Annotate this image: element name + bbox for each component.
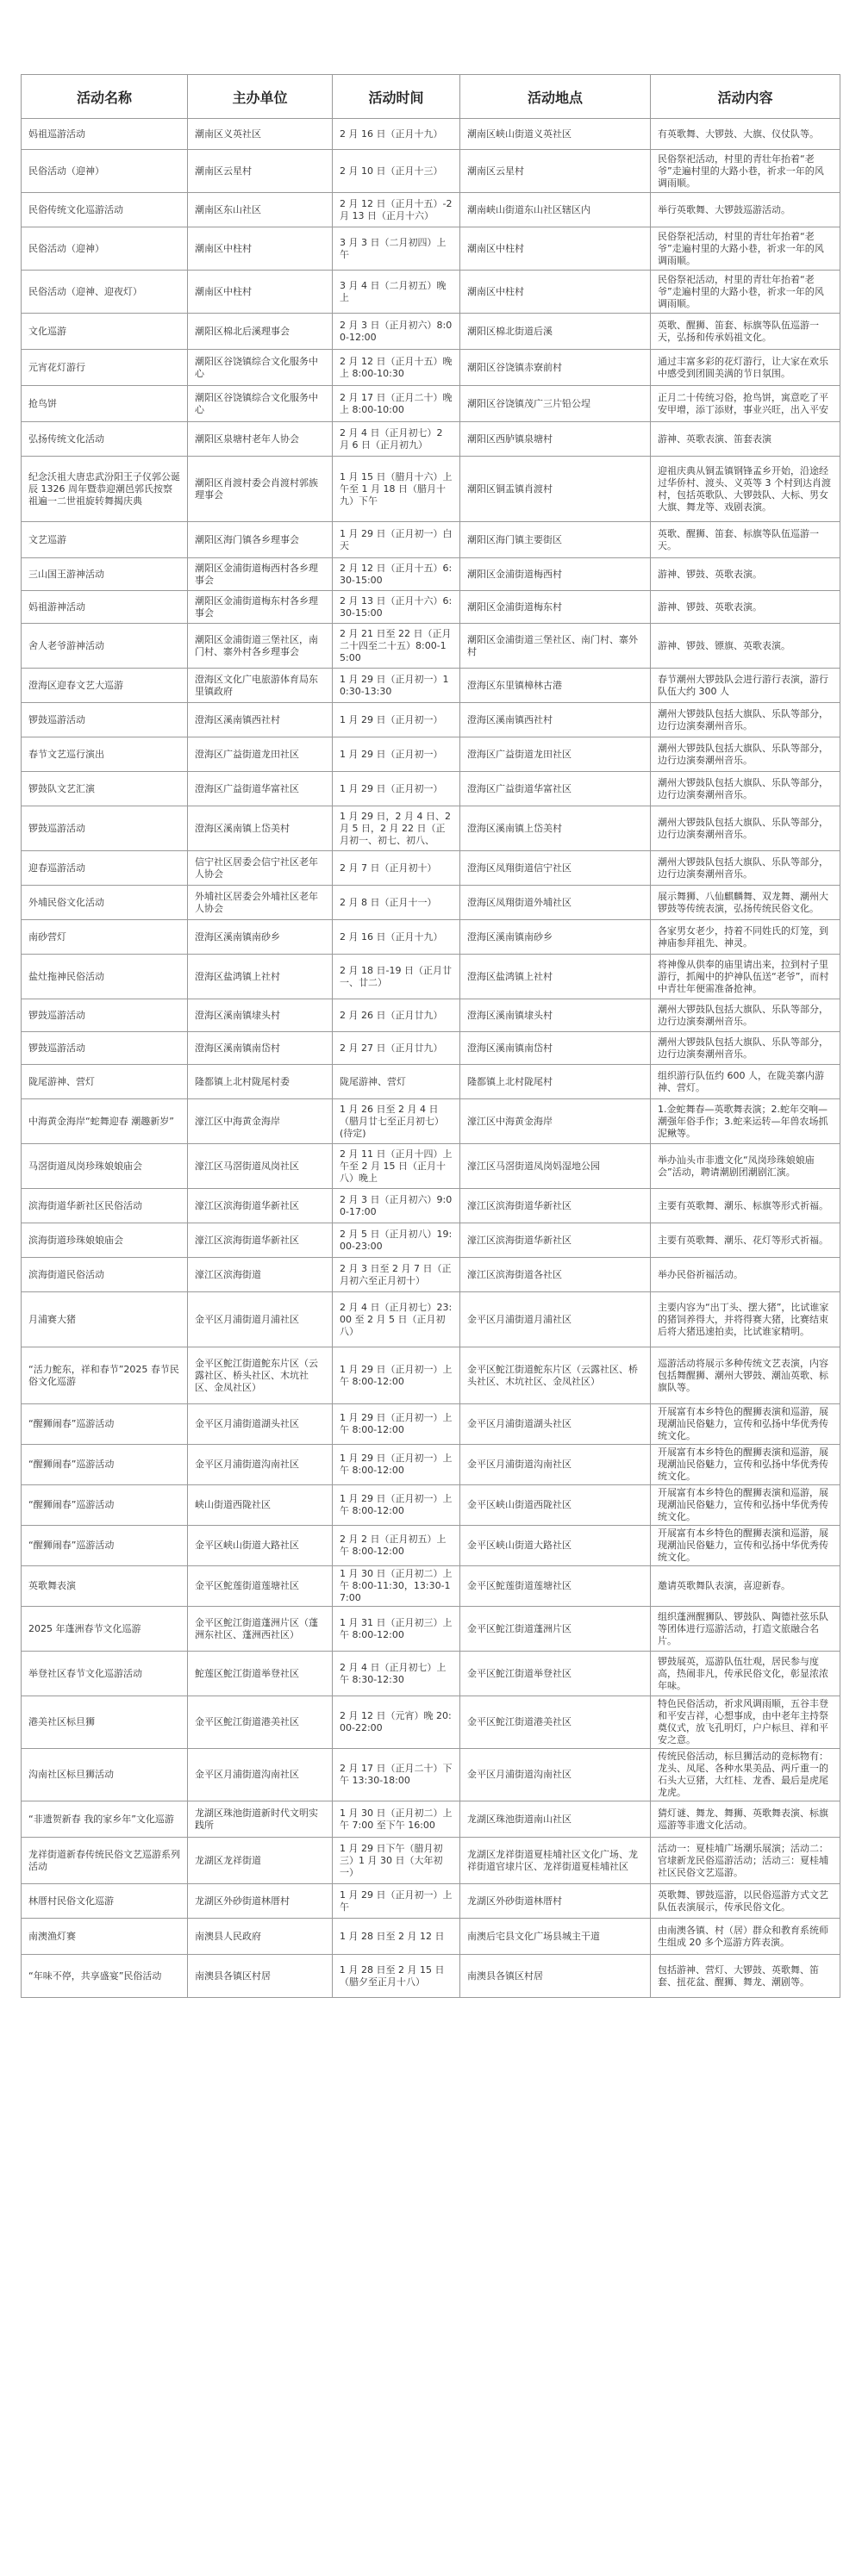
cell-activity-time: 2 月 26 日（正月廿九） <box>333 999 460 1032</box>
cell-activity-location: 潮南峡山街道东山社区辖区内 <box>460 193 651 227</box>
cell-activity-location: 金平区鮀江街道鮀东片区（云露社区、桥头社区、木坑社区、金凤社区） <box>460 1347 651 1404</box>
table-row <box>22 851 840 886</box>
cell-activity-content: 主要内容为“出丁头、摆大猪”，比试谁家的猪饲养得大，并将得赛大猪，比赛结束后将大猪迅速拍卖，比试谁家精明。 <box>651 1292 840 1347</box>
cell-organizer: 金平区鮀莲街道莲塘社区 <box>188 1566 333 1607</box>
cell-activity-location: 澄海区东里镇樟林古港 <box>460 669 651 703</box>
table-row <box>22 1099 840 1144</box>
cell-organizer: 澄海区文化广电旅游体育局东里镇政府 <box>188 669 333 703</box>
table-row <box>22 1801 840 1838</box>
cell-organizer: 潮阳区谷饶镇综合文化服务中心 <box>188 350 333 386</box>
cell-activity-name: 龙祥街道新春传统民俗文艺巡游系列活动 <box>22 1838 188 1884</box>
table-row <box>22 193 840 227</box>
cell-activity-content: 潮州大锣鼓队包括大旗队、乐队等部分，边行边演奏潮州音乐。 <box>651 806 840 851</box>
cell-activity-name: 弘扬传统文化活动 <box>22 422 188 457</box>
cell-organizer: 濠江区滨海街道 <box>188 1258 333 1292</box>
cell-activity-time: 2 月 10 日（正月十三） <box>333 150 460 193</box>
cell-activity-content: 开展富有本乡特色的醒狮表演和巡游，展现潮汕民俗魅力，宣传和弘扬中华优秀传统文化。 <box>651 1445 840 1485</box>
cell-activity-name: 文艺巡游 <box>22 522 188 558</box>
cell-organizer: 龙湖区外砂街道林厝村 <box>188 1884 333 1919</box>
cell-activity-time: 1 月 29 日（正月初一）上午 <box>333 1884 460 1919</box>
cell-activity-content: 迎祖庆典从铜盂镇钢锋孟乡开始，沿途经过华侨村、渡头、义英等 3 个村到达肖渡村，包括英歌队、大锣鼓队、大标、男女大旗、舞龙等、戏剧表演。 <box>651 457 840 522</box>
table-row <box>22 1485 840 1526</box>
cell-activity-name: “活力鮀东，祥和春节”2025 春节民俗文化巡游 <box>22 1347 188 1404</box>
table-row <box>22 1445 840 1485</box>
table-row <box>22 920 840 955</box>
cell-activity-content: 展示舞狮、八仙麒麟舞、双龙舞、潮州大锣鼓等传统表演，弘扬传统民俗文化。 <box>651 886 840 920</box>
cell-activity-time: 1 月 29 日下午（腊月初三）1 月 30 日（大年初一） <box>333 1838 460 1884</box>
cell-activity-content: 民俗祭祀活动，村里的青壮年抬着“老爷”走遍村里的大路小巷，祈求一年的风调雨顺。 <box>651 271 840 314</box>
cell-activity-content: 包括游神、营灯、大锣鼓、英歌舞、笛套、扭花盆、醒狮、舞龙、潮剧等。 <box>651 1955 840 1998</box>
activity-table <box>21 74 840 1998</box>
table-row <box>22 1838 840 1884</box>
cell-organizer: 潮阳区金浦街道三堡社区，南门村、寨外村各乡理事会 <box>188 624 333 669</box>
cell-activity-location: 濠江区马滘街道凤岗妈湿地公园 <box>460 1144 651 1189</box>
cell-activity-time: 2 月 11 日（正月十四）上午至 2 月 15 日（正月十八）晚上 <box>333 1144 460 1189</box>
cell-activity-content: 潮州大锣鼓队包括大旗队、乐队等部分，边行边演奏潮州音乐。 <box>651 999 840 1032</box>
cell-activity-location: 澄海区溪南镇西社村 <box>460 703 651 737</box>
cell-activity-content: 英歌、醒狮、笛套、标旗等队伍巡游一天，弘扬和传承妈祖文化。 <box>651 314 840 350</box>
table-row <box>22 669 840 703</box>
cell-activity-content: 特色民俗活动，祈求风调雨顺，五谷丰登和平安吉祥，心想事成，由中老年主持祭奠仪式，放飞孔明灯，户户标旦、祥和平安之意。 <box>651 1696 840 1749</box>
cell-activity-location: 潮阳区海门镇主要街区 <box>460 522 651 558</box>
cell-activity-location: 金平区鮀江街道举登社区 <box>460 1652 651 1696</box>
cell-activity-location: 澄海区溪南镇南砂乡 <box>460 920 651 955</box>
table-row <box>22 1258 840 1292</box>
cell-activity-time: 2 月 18 日-19 日（正月廿一、廿二） <box>333 955 460 999</box>
table-row <box>22 737 840 772</box>
cell-activity-time: 陇尾游神、营灯 <box>333 1065 460 1099</box>
cell-organizer: 澄海区广益街道龙田社区 <box>188 737 333 772</box>
table-row <box>22 1292 840 1347</box>
table-row <box>22 591 840 624</box>
cell-activity-name: 民俗活动（迎神） <box>22 227 188 271</box>
activity-table-container <box>21 74 840 1998</box>
cell-activity-location: 金平区月浦街道月浦社区 <box>460 1292 651 1347</box>
table-row <box>22 703 840 737</box>
table-row <box>22 806 840 851</box>
cell-activity-content: 活动一：夏桂埔广场潮乐展演；活动二：官埭新龙民俗巡游活动；活动三：夏桂埔社区民俗文艺巡游。 <box>651 1838 840 1884</box>
cell-activity-location: 潮阳区西胪镇泉塘村 <box>460 422 651 457</box>
cell-activity-location: 金平区鮀莲街道莲塘社区 <box>460 1566 651 1607</box>
cell-organizer: 潮阳区海门镇各乡理事会 <box>188 522 333 558</box>
table-row <box>22 386 840 422</box>
table-row <box>22 150 840 193</box>
table-row <box>22 1347 840 1404</box>
cell-activity-content: 游神、锣鼓、镖旗、英歌表演。 <box>651 624 840 669</box>
table-row <box>22 1032 840 1065</box>
cell-activity-content: 英歌、醒狮、笛套、标旗等队伍巡游一天。 <box>651 522 840 558</box>
cell-organizer: 潮南区义英社区 <box>188 119 333 150</box>
cell-activity-name: 林厝村民俗文化巡游 <box>22 1884 188 1919</box>
cell-activity-time: 1 月 28 日至 2 月 15 日（腊夕至正月十八） <box>333 1955 460 1998</box>
cell-activity-time: 2 月 2 日（正月初五）上午 8:00-12:00 <box>333 1526 460 1566</box>
cell-activity-name: 民俗活动（迎神、迎夜灯） <box>22 271 188 314</box>
table-row <box>22 457 840 522</box>
cell-organizer: 澄海区溪南镇埭头村 <box>188 999 333 1032</box>
cell-activity-name: 锣鼓巡游活动 <box>22 1032 188 1065</box>
cell-organizer: 澄海区溪南镇西社村 <box>188 703 333 737</box>
cell-organizer: 潮阳区棉北后溪理事会 <box>188 314 333 350</box>
cell-organizer: 峡山街道西陇社区 <box>188 1485 333 1526</box>
cell-activity-time: 1 月 29 日（正月初一）白天 <box>333 522 460 558</box>
cell-activity-location: 金平区月浦街道湖头社区 <box>460 1404 651 1445</box>
table-row <box>22 119 840 150</box>
cell-organizer: 外埔社区居委会外埔社区老年人协会 <box>188 886 333 920</box>
cell-activity-location: 潮南区中柱村 <box>460 227 651 271</box>
table-row <box>22 772 840 806</box>
cell-activity-content: 英歌舞、锣鼓巡游，以民俗巡游方式文艺队伍表演展示，传承民俗文化。 <box>651 1884 840 1919</box>
cell-organizer: 金平区峡山街道大路社区 <box>188 1526 333 1566</box>
cell-activity-location: 南澳后宅县文化广场县城主干道 <box>460 1919 651 1955</box>
cell-activity-content: 举行英歌舞、大锣鼓巡游活动。 <box>651 193 840 227</box>
cell-organizer: 澄海区溪南镇南岱村 <box>188 1032 333 1065</box>
cell-activity-content: 游神、锣鼓、英歌表演。 <box>651 591 840 624</box>
cell-activity-location: 濠江区中海黄金海岸 <box>460 1099 651 1144</box>
cell-activity-content: 将神像从供奉的庙里请出来，拉到村子里游行，抓阄中的护神队伍送“老爷”，而村中青壮年便需准备抢神。 <box>651 955 840 999</box>
cell-organizer: 金平区鮀江街道鮀东片区（云露社区、桥头社区、木坑社区、金凤社区） <box>188 1347 333 1404</box>
cell-organizer: 潮南区东山社区 <box>188 193 333 227</box>
cell-activity-content: 邀请英歌舞队表演，喜迎新春。 <box>651 1566 840 1607</box>
cell-activity-content: 有英歌舞、大锣鼓、大旗、仪仗队等。 <box>651 119 840 150</box>
cell-activity-location: 潮阳区金浦街道梅西村 <box>460 558 651 591</box>
cell-activity-content: 各家男女老少，持着不同姓氏的灯笼，到神庙参拜祖先、神灵。 <box>651 920 840 955</box>
cell-organizer: 南澳县各镇区村居 <box>188 1955 333 1998</box>
cell-activity-name: 盐灶拖神民俗活动 <box>22 955 188 999</box>
cell-activity-location: 潮南区云星村 <box>460 150 651 193</box>
cell-activity-location: 濠江区滨海街道各社区 <box>460 1258 651 1292</box>
cell-activity-content: 民俗祭祀活动，村里的青壮年抬着“老爷”走遍村里的大路小巷，祈求一年的风调雨顺。 <box>651 227 840 271</box>
header-activity-name: 活动名称 <box>22 75 188 119</box>
cell-organizer: 鮀莲区鮀江街道举登社区 <box>188 1652 333 1696</box>
cell-activity-location: 澄海区盐鸿镇上社村 <box>460 955 651 999</box>
cell-activity-time: 2 月 17 日（正月二十）下午 13:30-18:00 <box>333 1749 460 1801</box>
cell-activity-location: 金平区峡山街道西陇社区 <box>460 1485 651 1526</box>
cell-organizer: 潮阳区谷饶镇综合文化服务中心 <box>188 386 333 422</box>
cell-activity-content: 主要有英歌舞、潮乐、花灯等形式祈福。 <box>651 1223 840 1258</box>
cell-activity-name: 民俗活动（迎神） <box>22 150 188 193</box>
cell-activity-content: 锣鼓展英，巡游队伍壮观，居民参与度高，热闹非凡，传承民俗文化，彰显浓浓年味。 <box>651 1652 840 1696</box>
cell-activity-time: 3 月 4 日（二月初五）晚上 <box>333 271 460 314</box>
cell-organizer: 潮南区云星村 <box>188 150 333 193</box>
cell-activity-time: 2 月 13 日（正月十六）6:30-15:00 <box>333 591 460 624</box>
cell-activity-time: 2 月 3 日（正月初六）9:00-17:00 <box>333 1189 460 1223</box>
cell-activity-time: 2 月 8 日（正月十一） <box>333 886 460 920</box>
cell-activity-time: 1 月 28 日至 2 月 12 日 <box>333 1919 460 1955</box>
cell-organizer: 潮南区中柱村 <box>188 271 333 314</box>
cell-activity-name: 举登社区春节文化巡游活动 <box>22 1652 188 1696</box>
cell-activity-location: 潮阳区谷饶镇赤寮前村 <box>460 350 651 386</box>
cell-activity-content: 组织蓬洲醒狮队、锣鼓队、陶德社弦乐队等团体进行巡游活动，打造文旅融合名片。 <box>651 1607 840 1652</box>
cell-organizer: 南澳县人民政府 <box>188 1919 333 1955</box>
cell-activity-time: 2 月 12 日（正月十五）6:30-15:00 <box>333 558 460 591</box>
cell-activity-content: 开展富有本乡特色的醒狮表演和巡游，展现潮汕民俗魅力，宣传和弘扬中华优秀传统文化。 <box>651 1404 840 1445</box>
table-row <box>22 1607 840 1652</box>
cell-activity-content: 1.金蛇舞春—英歌舞表演；2.蛇年交响—潮强年俗手作；3.蛇来运转—年兽农场抓泥鳅等。 <box>651 1099 840 1144</box>
cell-activity-name: “年味不停，共享盛宴”民俗活动 <box>22 1955 188 1998</box>
cell-organizer: 澄海区广益街道华富社区 <box>188 772 333 806</box>
cell-activity-time: 2 月 12 日（正月十五）-2 月 13 日（正月十六） <box>333 193 460 227</box>
cell-activity-time: 2 月 5 日（正月初八）19:00-23:00 <box>333 1223 460 1258</box>
cell-activity-content: 春节潮州大锣鼓队会进行游行表演，游行队伍大约 300 人 <box>651 669 840 703</box>
cell-activity-location: 潮南区中柱村 <box>460 271 651 314</box>
cell-organizer: 濠江区滨海街道华新社区 <box>188 1189 333 1223</box>
cell-activity-content: 主要有英歌舞、潮乐、标旗等形式祈福。 <box>651 1189 840 1223</box>
cell-activity-time: 2 月 16 日（正月十九） <box>333 920 460 955</box>
cell-activity-name: 锣鼓巡游活动 <box>22 703 188 737</box>
cell-organizer: 金平区鮀江街道港美社区 <box>188 1696 333 1749</box>
cell-activity-location: 澄海区溪南镇南岱村 <box>460 1032 651 1065</box>
cell-activity-location: 澄海区广益街道龙田社区 <box>460 737 651 772</box>
cell-activity-name: 外埔民俗文化活动 <box>22 886 188 920</box>
cell-activity-content: 开展富有本乡特色的醒狮表演和巡游，展现潮汕民俗魅力，宣传和弘扬中华优秀传统文化。 <box>651 1526 840 1566</box>
cell-organizer: 潮阳区金浦街道梅西村各乡理事会 <box>188 558 333 591</box>
cell-activity-location: 金平区月浦街道沟南社区 <box>460 1749 651 1801</box>
cell-activity-name: 民俗传统文化巡游活动 <box>22 193 188 227</box>
cell-activity-name: 妈祖游神活动 <box>22 591 188 624</box>
cell-organizer: 潮阳区肖渡村委会肖渡村郭族理事会 <box>188 457 333 522</box>
cell-activity-location: 潮阳区金浦街道梅东村 <box>460 591 651 624</box>
cell-activity-content: 举办民俗祈福活动。 <box>651 1258 840 1292</box>
cell-activity-name: 南砂营灯 <box>22 920 188 955</box>
table-row <box>22 422 840 457</box>
cell-activity-time: 1 月 31 日（正月初三）上午 8:00-12:00 <box>333 1607 460 1652</box>
cell-activity-time: 1 月 29 日（正月初一）上午 8:00-12:00 <box>333 1404 460 1445</box>
cell-activity-content: 巡游活动将展示多种传统文艺表演，内容包括舞醒狮、潮州大锣鼓、潮汕英歌、标旗队等。 <box>651 1347 840 1404</box>
cell-activity-name: 南澳渔灯赛 <box>22 1919 188 1955</box>
cell-activity-name: 澄海区迎春文艺大巡游 <box>22 669 188 703</box>
table-row <box>22 1223 840 1258</box>
cell-activity-name: 港美社区标旦狮 <box>22 1696 188 1749</box>
table-row <box>22 271 840 314</box>
cell-activity-content: 潮州大锣鼓队包括大旗队、乐队等部分，边行边演奏潮州音乐。 <box>651 772 840 806</box>
cell-activity-location: 金平区峡山街道大路社区 <box>460 1526 651 1566</box>
cell-activity-content: 传统民俗活动，标旦狮活动的竞标物有：龙头、凤尾、各种水果美品、两斤重一的石头大豆猪，大红桂、龙香、最后是虎尾龙虎。 <box>651 1749 840 1801</box>
cell-activity-name: 中海黄金海岸“蛇舞迎春 潮趣新岁” <box>22 1099 188 1144</box>
cell-activity-location: 南澳县各镇区村居 <box>460 1955 651 1998</box>
cell-activity-location: 澄海区溪南镇埭头村 <box>460 999 651 1032</box>
cell-organizer: 濠江区中海黄金海岸 <box>188 1099 333 1144</box>
cell-activity-content: 由南澳各镇、村（居）群众和教育系统师生组成 20 多个巡游方阵表演。 <box>651 1919 840 1955</box>
cell-activity-name: 沟南社区标旦狮活动 <box>22 1749 188 1801</box>
cell-organizer: 澄海区溪南镇南砂乡 <box>188 920 333 955</box>
header-organizer: 主办单位 <box>188 75 333 119</box>
cell-activity-time: 2 月 4 日（正月初七）23:00 至 2 月 5 日（正月初八） <box>333 1292 460 1347</box>
cell-activity-location: 金平区鮀江街道蓬洲片区 <box>460 1607 651 1652</box>
cell-activity-time: 1 月 30 日（正月初二）上午 7:00 至下午 16:00 <box>333 1801 460 1838</box>
cell-organizer: 潮阳区泉塘村老年人协会 <box>188 422 333 457</box>
table-row <box>22 1696 840 1749</box>
cell-organizer: 信宁社区居委会信宁社区老年人协会 <box>188 851 333 886</box>
cell-activity-name: 滨海街道珍珠娘娘庙会 <box>22 1223 188 1258</box>
cell-activity-time: 2 月 12 日（正月十五）晚上 8:00-10:30 <box>333 350 460 386</box>
table-row <box>22 1065 840 1099</box>
cell-activity-name: 月浦赛大猪 <box>22 1292 188 1347</box>
cell-activity-name: “醒狮闹春”巡游活动 <box>22 1445 188 1485</box>
cell-activity-name: 英歌舞表演 <box>22 1566 188 1607</box>
cell-activity-time: 2 月 4 日（正月初七）2 月 6 日（正月初九） <box>333 422 460 457</box>
table-row <box>22 999 840 1032</box>
cell-activity-location: 潮南区峡山街道义英社区 <box>460 119 651 150</box>
header-activity-time: 活动时间 <box>333 75 460 119</box>
table-row <box>22 1884 840 1919</box>
cell-activity-location: 潮阳区谷饶镇茂广三片铅公埕 <box>460 386 651 422</box>
cell-activity-content: 通过丰富多彩的花灯游行，让大家在欢乐中感受到团圆美满的节日氛围。 <box>651 350 840 386</box>
header-activity-content: 活动内容 <box>651 75 840 119</box>
cell-activity-location: 澄海区溪南镇上岱美村 <box>460 806 651 851</box>
cell-activity-location: 龙湖区珠池街道南山社区 <box>460 1801 651 1838</box>
cell-organizer: 澄海区盐鸿镇上社村 <box>188 955 333 999</box>
table-row <box>22 1144 840 1189</box>
cell-activity-location: 龙湖区外砂街道林厝村 <box>460 1884 651 1919</box>
table-row <box>22 350 840 386</box>
cell-activity-name: “醒狮闹春”巡游活动 <box>22 1526 188 1566</box>
table-row <box>22 522 840 558</box>
cell-activity-name: 元宵花灯游行 <box>22 350 188 386</box>
cell-organizer: 濠江区滨海街道华新社区 <box>188 1223 333 1258</box>
cell-activity-name: 舍人老爷游神活动 <box>22 624 188 669</box>
cell-organizer: 潮阳区金浦街道梅东村各乡理事会 <box>188 591 333 624</box>
table-row <box>22 1404 840 1445</box>
cell-activity-name: 三山国王游神活动 <box>22 558 188 591</box>
cell-activity-time: 2 月 3 日至 2 月 7 日（正月初六至正月初十） <box>333 1258 460 1292</box>
cell-activity-name: 锣鼓巡游活动 <box>22 999 188 1032</box>
table-row <box>22 886 840 920</box>
cell-activity-time: 2 月 17 日（正月二十）晚上 8:00-10:00 <box>333 386 460 422</box>
cell-activity-time: 2 月 27 日（正月廿九） <box>333 1032 460 1065</box>
cell-activity-location: 金平区鮀江街道港美社区 <box>460 1696 651 1749</box>
table-row <box>22 1189 840 1223</box>
cell-activity-name: 锣鼓巡游活动 <box>22 806 188 851</box>
cell-activity-name: 陇尾游神、营灯 <box>22 1065 188 1099</box>
cell-activity-name: 马滘街道凤岗珍珠娘娘庙会 <box>22 1144 188 1189</box>
cell-activity-location: 潮阳区棉北街道后溪 <box>460 314 651 350</box>
cell-activity-name: 文化巡游 <box>22 314 188 350</box>
table-row <box>22 227 840 271</box>
cell-organizer: 龙湖区龙祥街道 <box>188 1838 333 1884</box>
cell-activity-name: 抢鸟饼 <box>22 386 188 422</box>
cell-organizer: 濠江区马滘街道凤岗社区 <box>188 1144 333 1189</box>
cell-activity-content: 游神、锣鼓、英歌表演。 <box>651 558 840 591</box>
cell-activity-content: 猜灯谜、舞龙、舞狮、英歌舞表演、标旗巡游等非遗文化活动。 <box>651 1801 840 1838</box>
cell-activity-time: 1 月 26 日至 2 月 4 日（腊月廿七至正月初七）(待定) <box>333 1099 460 1144</box>
cell-activity-content: 正月二十传统习俗，抢鸟饼，寓意吃了平安甲增，添丁添财，事业兴旺，出入平安 <box>651 386 840 422</box>
cell-activity-time: 1 月 29 日（正月初一）上午 8:00-12:00 <box>333 1347 460 1404</box>
cell-organizer: 金平区鮀江街道蓬洲片区（蓬洲东社区、蓬洲西社区） <box>188 1607 333 1652</box>
cell-activity-time: 1 月 29 日（正月初一）上午 8:00-12:00 <box>333 1445 460 1485</box>
cell-activity-time: 1 月 29 日（正月初一） <box>333 703 460 737</box>
cell-activity-time: 2 月 4 日（正月初七）上午 8:30-12:30 <box>333 1652 460 1696</box>
cell-activity-name: 妈祖巡游活动 <box>22 119 188 150</box>
cell-activity-content: 潮州大锣鼓队包括大旗队、乐队等部分，边行边演奏潮州音乐。 <box>651 851 840 886</box>
cell-organizer: 金平区月浦街道湖头社区 <box>188 1404 333 1445</box>
cell-activity-content: 开展富有本乡特色的醒狮表演和巡游，展现潮汕民俗魅力，宣传和弘扬中华优秀传统文化。 <box>651 1485 840 1526</box>
cell-activity-name: 滨海街道华新社区民俗活动 <box>22 1189 188 1223</box>
cell-activity-location: 濠江区滨海街道华新社区 <box>460 1223 651 1258</box>
cell-activity-name: 2025 年蓬洲春节文化巡游 <box>22 1607 188 1652</box>
cell-activity-name: 纪念沃祖大唐忠武汾阳王子仪郭公诞辰 1326 周年暨恭迎潮邑郭氏按察祖遍一二世祖旋转舞揭庆典 <box>22 457 188 522</box>
table-row <box>22 314 840 350</box>
cell-organizer: 金平区月浦街道沟南社区 <box>188 1445 333 1485</box>
table-row <box>22 1566 840 1607</box>
cell-activity-name: 迎春巡游活动 <box>22 851 188 886</box>
cell-activity-name: 锣鼓队文艺汇演 <box>22 772 188 806</box>
table-row <box>22 1955 840 1998</box>
cell-activity-location: 澄海区凤翔街道外埔社区 <box>460 886 651 920</box>
table-row <box>22 1919 840 1955</box>
cell-activity-time: 1 月 29 日（正月初一）10:30-13:30 <box>333 669 460 703</box>
cell-activity-location: 金平区月浦街道沟南社区 <box>460 1445 651 1485</box>
cell-activity-time: 1 月 29 日，2 月 4 日、2 月 5 日，2 月 22 日（正月初一、初七、初八、 <box>333 806 460 851</box>
cell-activity-time: 2 月 7 日（正月初十） <box>333 851 460 886</box>
cell-activity-name: 滨海街道民俗活动 <box>22 1258 188 1292</box>
cell-organizer: 金平区月浦街道沟南社区 <box>188 1749 333 1801</box>
cell-activity-time: 1 月 29 日（正月初一） <box>333 772 460 806</box>
header-activity-location: 活动地点 <box>460 75 651 119</box>
cell-activity-name: “非遗贺新春 我的家乡年”文化巡游 <box>22 1801 188 1838</box>
cell-activity-time: 2 月 16 日（正月十九） <box>333 119 460 150</box>
table-row <box>22 1526 840 1566</box>
cell-activity-time: 2 月 3 日（正月初六）8:00-12:00 <box>333 314 460 350</box>
cell-activity-content: 潮州大锣鼓队包括大旗队、乐队等部分，边行边演奏潮州音乐。 <box>651 737 840 772</box>
cell-activity-location: 潮阳区铜盂镇肖渡村 <box>460 457 651 522</box>
cell-activity-time: 1 月 29 日（正月初一） <box>333 737 460 772</box>
table-row <box>22 624 840 669</box>
cell-activity-location: 龙湖区龙祥街道夏桂埔社区文化广场、龙祥街道官埭片区、龙祥街道夏桂埔社区 <box>460 1838 651 1884</box>
cell-organizer: 潮南区中柱村 <box>188 227 333 271</box>
cell-activity-content: 游神、英歌表演、笛套表演 <box>651 422 840 457</box>
table-row <box>22 558 840 591</box>
cell-activity-location: 濠江区滨海街道华新社区 <box>460 1189 651 1223</box>
cell-activity-time: 2 月 12 日（元宵）晚 20:00-22:00 <box>333 1696 460 1749</box>
table-header-row <box>22 75 840 119</box>
table-row <box>22 1652 840 1696</box>
cell-organizer: 隆都镇上北村陇尾村委 <box>188 1065 333 1099</box>
cell-activity-location: 隆都镇上北村陇尾村 <box>460 1065 651 1099</box>
cell-activity-name: “醒狮闹春”巡游活动 <box>22 1404 188 1445</box>
cell-activity-time: 3 月 3 日（二月初四）上午 <box>333 227 460 271</box>
table-row <box>22 955 840 999</box>
cell-activity-content: 组织游行队伍约 600 人，在陇美寨内游神、营灯。 <box>651 1065 840 1099</box>
cell-organizer: 龙湖区珠池街道新时代文明实践所 <box>188 1801 333 1838</box>
table-row <box>22 1749 840 1801</box>
cell-activity-content: 举办汕头市非遗文化“凤岗珍珠娘娘庙会”活动，聘请潮剧团潮剧汇演。 <box>651 1144 840 1189</box>
cell-activity-location: 潮阳区金浦街道三堡社区、南门村、寨外村 <box>460 624 651 669</box>
cell-activity-content: 潮州大锣鼓队包括大旗队、乐队等部分，边行边演奏潮州音乐。 <box>651 1032 840 1065</box>
cell-activity-name: 春节文艺巡行演出 <box>22 737 188 772</box>
cell-activity-time: 1 月 15 日（腊月十六）上午至 1 月 18 日（腊月十九）下午 <box>333 457 460 522</box>
cell-activity-name: “醒狮闹春”巡游活动 <box>22 1485 188 1526</box>
cell-activity-time: 1 月 30 日（正月初二）上午 8:00-11:30，13:30-17:00 <box>333 1566 460 1607</box>
cell-activity-location: 澄海区广益街道华富社区 <box>460 772 651 806</box>
cell-activity-time: 1 月 29 日（正月初一）上午 8:00-12:00 <box>333 1485 460 1526</box>
cell-activity-content: 潮州大锣鼓队包括大旗队、乐队等部分，边行边演奏潮州音乐。 <box>651 703 840 737</box>
cell-activity-time: 2 月 21 日至 22 日（正月二十四至二十五）8:00-15:00 <box>333 624 460 669</box>
cell-organizer: 澄海区溪南镇上岱美村 <box>188 806 333 851</box>
cell-organizer: 金平区月浦街道月浦社区 <box>188 1292 333 1347</box>
cell-activity-content: 民俗祭祀活动，村里的青壮年抬着“老爷”走遍村里的大路小巷，祈求一年的风调雨顺。 <box>651 150 840 193</box>
cell-activity-location: 澄海区凤翔街道信宁社区 <box>460 851 651 886</box>
